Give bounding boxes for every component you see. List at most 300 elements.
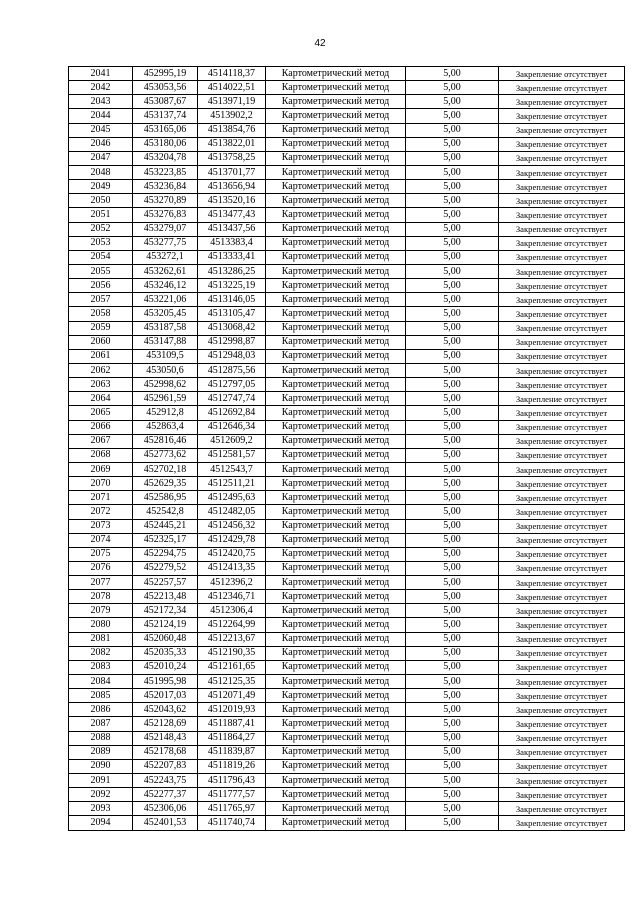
point-number-cell: 2085: [69, 689, 133, 703]
fixation-cell: Закрепление отсутствует: [499, 250, 625, 264]
precision-cell: 5,00: [406, 745, 499, 759]
point-number-cell: 2049: [69, 180, 133, 194]
table-row: [69, 406, 625, 420]
x-coordinate-cell: 452257,57: [133, 576, 198, 590]
x-coordinate-cell: 452773,62: [133, 448, 198, 462]
coordinates-table-body: [69, 67, 625, 831]
precision-cell: 5,00: [406, 67, 499, 81]
y-coordinate-cell: 4512482,05: [198, 505, 266, 519]
precision-cell: 5,00: [406, 180, 499, 194]
y-coordinate-cell: 4514022,51: [198, 81, 266, 95]
table-row: [69, 448, 625, 462]
x-coordinate-cell: 452124,19: [133, 618, 198, 632]
point-number-cell: 2057: [69, 293, 133, 307]
y-coordinate-cell: 4512948,03: [198, 349, 266, 363]
table-row: [69, 646, 625, 660]
method-cell: Картометрический метод: [266, 137, 406, 151]
x-coordinate-cell: 452010,24: [133, 660, 198, 674]
y-coordinate-cell: 4513068,42: [198, 321, 266, 335]
method-cell: Картометрический метод: [266, 519, 406, 533]
fixation-cell: Закрепление отсутствует: [499, 519, 625, 533]
x-coordinate-cell: 452401,53: [133, 816, 198, 830]
precision-cell: 5,00: [406, 250, 499, 264]
table-row: [69, 816, 625, 830]
x-coordinate-cell: 453204,78: [133, 151, 198, 165]
point-number-cell: 2046: [69, 137, 133, 151]
precision-cell: 5,00: [406, 307, 499, 321]
method-cell: Картометрический метод: [266, 462, 406, 476]
precision-cell: 5,00: [406, 151, 499, 165]
precision-cell: 5,00: [406, 448, 499, 462]
table-row: [69, 236, 625, 250]
method-cell: Картометрический метод: [266, 95, 406, 109]
x-coordinate-cell: 453279,07: [133, 222, 198, 236]
fixation-cell: Закрепление отсутствует: [499, 689, 625, 703]
x-coordinate-cell: 452178,68: [133, 745, 198, 759]
method-cell: Картометрический метод: [266, 675, 406, 689]
point-number-cell: 2090: [69, 759, 133, 773]
x-coordinate-cell: 452961,59: [133, 392, 198, 406]
method-cell: Картометрический метод: [266, 236, 406, 250]
fixation-cell: Закрепление отсутствует: [499, 137, 625, 151]
y-coordinate-cell: 4512420,75: [198, 547, 266, 561]
table-row: [69, 264, 625, 278]
table-row: [69, 335, 625, 349]
y-coordinate-cell: 4513477,43: [198, 208, 266, 222]
precision-cell: 5,00: [406, 208, 499, 222]
method-cell: Картометрический метод: [266, 194, 406, 208]
table-row: [69, 774, 625, 788]
x-coordinate-cell: 453165,06: [133, 123, 198, 137]
x-coordinate-cell: 452998,62: [133, 378, 198, 392]
table-row: [69, 378, 625, 392]
point-number-cell: 2054: [69, 250, 133, 264]
y-coordinate-cell: 4513286,25: [198, 264, 266, 278]
y-coordinate-cell: 4513854,76: [198, 123, 266, 137]
point-number-cell: 2077: [69, 576, 133, 590]
point-number-cell: 2088: [69, 731, 133, 745]
table-row: [69, 576, 625, 590]
method-cell: Картометрический метод: [266, 774, 406, 788]
method-cell: Картометрический метод: [266, 576, 406, 590]
fixation-cell: Закрепление отсутствует: [499, 816, 625, 830]
method-cell: Картометрический метод: [266, 349, 406, 363]
fixation-cell: Закрепление отсутствует: [499, 632, 625, 646]
table-row: [69, 533, 625, 547]
precision-cell: 5,00: [406, 703, 499, 717]
fixation-cell: Закрепление отсутствует: [499, 307, 625, 321]
method-cell: Картометрический метод: [266, 788, 406, 802]
y-coordinate-cell: 4512875,56: [198, 363, 266, 377]
precision-cell: 5,00: [406, 632, 499, 646]
y-coordinate-cell: 4513333,41: [198, 250, 266, 264]
point-number-cell: 2071: [69, 491, 133, 505]
point-number-cell: 2061: [69, 349, 133, 363]
point-number-cell: 2081: [69, 632, 133, 646]
fixation-cell: Закрепление отсутствует: [499, 236, 625, 250]
fixation-cell: Закрепление отсутствует: [499, 675, 625, 689]
point-number-cell: 2050: [69, 194, 133, 208]
x-coordinate-cell: 453109,5: [133, 349, 198, 363]
table-row: [69, 505, 625, 519]
point-number-cell: 2055: [69, 264, 133, 278]
method-cell: Картометрический метод: [266, 646, 406, 660]
fixation-cell: Закрепление отсутствует: [499, 165, 625, 179]
y-coordinate-cell: 4512071,49: [198, 689, 266, 703]
precision-cell: 5,00: [406, 137, 499, 151]
x-coordinate-cell: 452279,52: [133, 561, 198, 575]
y-coordinate-cell: 4512747,74: [198, 392, 266, 406]
precision-cell: 5,00: [406, 477, 499, 491]
y-coordinate-cell: 4513902,2: [198, 109, 266, 123]
table-row: [69, 363, 625, 377]
precision-cell: 5,00: [406, 123, 499, 137]
table-row: [69, 604, 625, 618]
method-cell: Картометрический метод: [266, 67, 406, 81]
x-coordinate-cell: 452294,75: [133, 547, 198, 561]
precision-cell: 5,00: [406, 279, 499, 293]
fixation-cell: Закрепление отсутствует: [499, 434, 625, 448]
table-row: [69, 717, 625, 731]
fixation-cell: Закрепление отсутствует: [499, 660, 625, 674]
point-number-cell: 2089: [69, 745, 133, 759]
method-cell: Картометрический метод: [266, 165, 406, 179]
y-coordinate-cell: 4512511,21: [198, 477, 266, 491]
y-coordinate-cell: 4513105,47: [198, 307, 266, 321]
method-cell: Картометрический метод: [266, 109, 406, 123]
fixation-cell: Закрепление отсутствует: [499, 533, 625, 547]
precision-cell: 5,00: [406, 109, 499, 123]
y-coordinate-cell: 4514118,37: [198, 67, 266, 81]
x-coordinate-cell: 452277,37: [133, 788, 198, 802]
table-row: [69, 759, 625, 773]
method-cell: Картометрический метод: [266, 590, 406, 604]
table-row: [69, 293, 625, 307]
y-coordinate-cell: 4511777,57: [198, 788, 266, 802]
fixation-cell: Закрепление отсутствует: [499, 774, 625, 788]
precision-cell: 5,00: [406, 194, 499, 208]
method-cell: Картометрический метод: [266, 491, 406, 505]
fixation-cell: Закрепление отсутствует: [499, 703, 625, 717]
precision-cell: 5,00: [406, 604, 499, 618]
table-row: [69, 81, 625, 95]
precision-cell: 5,00: [406, 95, 499, 109]
precision-cell: 5,00: [406, 363, 499, 377]
method-cell: Картометрический метод: [266, 406, 406, 420]
x-coordinate-cell: 452863,4: [133, 420, 198, 434]
method-cell: Картометрический метод: [266, 802, 406, 816]
x-coordinate-cell: 451995,98: [133, 675, 198, 689]
fixation-cell: Закрепление отсутствует: [499, 279, 625, 293]
fixation-cell: Закрепление отсутствует: [499, 420, 625, 434]
table-row: [69, 547, 625, 561]
point-number-cell: 2059: [69, 321, 133, 335]
y-coordinate-cell: 4511864,27: [198, 731, 266, 745]
fixation-cell: Закрепление отсутствует: [499, 717, 625, 731]
method-cell: Картометрический метод: [266, 547, 406, 561]
x-coordinate-cell: 452148,43: [133, 731, 198, 745]
x-coordinate-cell: 453050,6: [133, 363, 198, 377]
point-number-cell: 2068: [69, 448, 133, 462]
precision-cell: 5,00: [406, 491, 499, 505]
precision-cell: 5,00: [406, 561, 499, 575]
table-row: [69, 462, 625, 476]
fixation-cell: Закрепление отсутствует: [499, 222, 625, 236]
point-number-cell: 2069: [69, 462, 133, 476]
x-coordinate-cell: 453223,85: [133, 165, 198, 179]
y-coordinate-cell: 4513225,19: [198, 279, 266, 293]
fixation-cell: Закрепление отсутствует: [499, 349, 625, 363]
point-number-cell: 2086: [69, 703, 133, 717]
method-cell: Картометрический метод: [266, 731, 406, 745]
coordinates-table: [68, 66, 625, 831]
table-row: [69, 392, 625, 406]
fixation-cell: Закрепление отсутствует: [499, 491, 625, 505]
point-number-cell: 2075: [69, 547, 133, 561]
method-cell: Картометрический метод: [266, 717, 406, 731]
table-row: [69, 618, 625, 632]
table-row: [69, 180, 625, 194]
precision-cell: 5,00: [406, 392, 499, 406]
method-cell: Картометрический метод: [266, 745, 406, 759]
point-number-cell: 2048: [69, 165, 133, 179]
table-row: [69, 321, 625, 335]
method-cell: Картометрический метод: [266, 123, 406, 137]
fixation-cell: Закрепление отсутствует: [499, 180, 625, 194]
x-coordinate-cell: 452325,17: [133, 533, 198, 547]
method-cell: Картометрический метод: [266, 392, 406, 406]
x-coordinate-cell: 453221,06: [133, 293, 198, 307]
y-coordinate-cell: 4513656,94: [198, 180, 266, 194]
y-coordinate-cell: 4511765,97: [198, 802, 266, 816]
table-row: [69, 123, 625, 137]
point-number-cell: 2056: [69, 279, 133, 293]
precision-cell: 5,00: [406, 759, 499, 773]
point-number-cell: 2052: [69, 222, 133, 236]
fixation-cell: Закрепление отсутствует: [499, 264, 625, 278]
x-coordinate-cell: 452816,46: [133, 434, 198, 448]
y-coordinate-cell: 4512125,35: [198, 675, 266, 689]
x-coordinate-cell: 453180,06: [133, 137, 198, 151]
fixation-cell: Закрепление отсутствует: [499, 788, 625, 802]
precision-cell: 5,00: [406, 533, 499, 547]
y-coordinate-cell: 4512998,87: [198, 335, 266, 349]
fixation-cell: Закрепление отсутствует: [499, 109, 625, 123]
y-coordinate-cell: 4511887,41: [198, 717, 266, 731]
x-coordinate-cell: 452060,48: [133, 632, 198, 646]
precision-cell: 5,00: [406, 81, 499, 95]
point-number-cell: 2051: [69, 208, 133, 222]
fixation-cell: Закрепление отсутствует: [499, 123, 625, 137]
point-number-cell: 2065: [69, 406, 133, 420]
method-cell: Картометрический метод: [266, 208, 406, 222]
method-cell: Картометрический метод: [266, 378, 406, 392]
fixation-cell: Закрепление отсутствует: [499, 731, 625, 745]
x-coordinate-cell: 452912,8: [133, 406, 198, 420]
y-coordinate-cell: 4513822,01: [198, 137, 266, 151]
y-coordinate-cell: 4513701,77: [198, 165, 266, 179]
fixation-cell: Закрепление отсутствует: [499, 759, 625, 773]
fixation-cell: Закрепление отсутствует: [499, 547, 625, 561]
table-row: [69, 420, 625, 434]
table-row: [69, 745, 625, 759]
precision-cell: 5,00: [406, 434, 499, 448]
method-cell: Картометрический метод: [266, 561, 406, 575]
y-coordinate-cell: 4512213,67: [198, 632, 266, 646]
x-coordinate-cell: 452035,33: [133, 646, 198, 660]
y-coordinate-cell: 4512019,93: [198, 703, 266, 717]
y-coordinate-cell: 4511740,74: [198, 816, 266, 830]
y-coordinate-cell: 4512264,99: [198, 618, 266, 632]
x-coordinate-cell: 453246,12: [133, 279, 198, 293]
method-cell: Картометрический метод: [266, 335, 406, 349]
fixation-cell: Закрепление отсутствует: [499, 561, 625, 575]
table-row: [69, 95, 625, 109]
fixation-cell: Закрепление отсутствует: [499, 618, 625, 632]
page-number: 42: [314, 38, 326, 49]
y-coordinate-cell: 4512429,78: [198, 533, 266, 547]
x-coordinate-cell: 453236,84: [133, 180, 198, 194]
point-number-cell: 2080: [69, 618, 133, 632]
point-number-cell: 2062: [69, 363, 133, 377]
table-row: [69, 307, 625, 321]
table-row: [69, 519, 625, 533]
precision-cell: 5,00: [406, 646, 499, 660]
method-cell: Картометрический метод: [266, 293, 406, 307]
y-coordinate-cell: 4512161,65: [198, 660, 266, 674]
precision-cell: 5,00: [406, 349, 499, 363]
precision-cell: 5,00: [406, 660, 499, 674]
x-coordinate-cell: 452043,62: [133, 703, 198, 717]
point-number-cell: 2087: [69, 717, 133, 731]
table-row: [69, 802, 625, 816]
precision-cell: 5,00: [406, 731, 499, 745]
precision-cell: 5,00: [406, 236, 499, 250]
precision-cell: 5,00: [406, 378, 499, 392]
table-row: [69, 561, 625, 575]
point-number-cell: 2079: [69, 604, 133, 618]
method-cell: Картометрический метод: [266, 448, 406, 462]
y-coordinate-cell: 4513383,4: [198, 236, 266, 250]
point-number-cell: 2044: [69, 109, 133, 123]
table-row: [69, 165, 625, 179]
fixation-cell: Закрепление отсутствует: [499, 321, 625, 335]
point-number-cell: 2064: [69, 392, 133, 406]
y-coordinate-cell: 4511796,43: [198, 774, 266, 788]
table-row: [69, 67, 625, 81]
x-coordinate-cell: 452017,03: [133, 689, 198, 703]
y-coordinate-cell: 4513971,19: [198, 95, 266, 109]
table-row: [69, 208, 625, 222]
y-coordinate-cell: 4512646,34: [198, 420, 266, 434]
point-number-cell: 2091: [69, 774, 133, 788]
table-row: [69, 250, 625, 264]
point-number-cell: 2042: [69, 81, 133, 95]
x-coordinate-cell: 452995,19: [133, 67, 198, 81]
table-row: [69, 491, 625, 505]
x-coordinate-cell: 453053,56: [133, 81, 198, 95]
x-coordinate-cell: 452243,75: [133, 774, 198, 788]
y-coordinate-cell: 4512190,35: [198, 646, 266, 660]
fixation-cell: Закрепление отсутствует: [499, 590, 625, 604]
precision-cell: 5,00: [406, 717, 499, 731]
fixation-cell: Закрепление отсутствует: [499, 505, 625, 519]
precision-cell: 5,00: [406, 406, 499, 420]
x-coordinate-cell: 452207,83: [133, 759, 198, 773]
y-coordinate-cell: 4512456,32: [198, 519, 266, 533]
table-row: [69, 349, 625, 363]
x-coordinate-cell: 453272,1: [133, 250, 198, 264]
point-number-cell: 2053: [69, 236, 133, 250]
y-coordinate-cell: 4512692,84: [198, 406, 266, 420]
y-coordinate-cell: 4512306,4: [198, 604, 266, 618]
x-coordinate-cell: 453277,75: [133, 236, 198, 250]
method-cell: Картометрический метод: [266, 363, 406, 377]
table-row: [69, 675, 625, 689]
y-coordinate-cell: 4512495,63: [198, 491, 266, 505]
method-cell: Картометрический метод: [266, 505, 406, 519]
fixation-cell: Закрепление отсутствует: [499, 194, 625, 208]
method-cell: Картометрический метод: [266, 604, 406, 618]
fixation-cell: Закрепление отсутствует: [499, 208, 625, 222]
point-number-cell: 2076: [69, 561, 133, 575]
table-row: [69, 689, 625, 703]
y-coordinate-cell: 4512346,71: [198, 590, 266, 604]
point-number-cell: 2060: [69, 335, 133, 349]
method-cell: Картометрический метод: [266, 151, 406, 165]
x-coordinate-cell: 452702,18: [133, 462, 198, 476]
precision-cell: 5,00: [406, 293, 499, 307]
x-coordinate-cell: 453270,89: [133, 194, 198, 208]
fixation-cell: Закрепление отсутствует: [499, 745, 625, 759]
x-coordinate-cell: 453262,61: [133, 264, 198, 278]
fixation-cell: Закрепление отсутствует: [499, 477, 625, 491]
method-cell: Картометрический метод: [266, 660, 406, 674]
point-number-cell: 2094: [69, 816, 133, 830]
table-row: [69, 788, 625, 802]
method-cell: Картометрический метод: [266, 420, 406, 434]
method-cell: Картометрический метод: [266, 279, 406, 293]
precision-cell: 5,00: [406, 519, 499, 533]
method-cell: Картометрический метод: [266, 307, 406, 321]
y-coordinate-cell: 4512396,2: [198, 576, 266, 590]
point-number-cell: 2066: [69, 420, 133, 434]
precision-cell: 5,00: [406, 321, 499, 335]
point-number-cell: 2083: [69, 660, 133, 674]
fixation-cell: Закрепление отсутствует: [499, 151, 625, 165]
y-coordinate-cell: 4511839,87: [198, 745, 266, 759]
point-number-cell: 2070: [69, 477, 133, 491]
y-coordinate-cell: 4512609,2: [198, 434, 266, 448]
x-coordinate-cell: 453137,74: [133, 109, 198, 123]
fixation-cell: Закрепление отсутствует: [499, 462, 625, 476]
fixation-cell: Закрепление отсутствует: [499, 81, 625, 95]
x-coordinate-cell: 452172,34: [133, 604, 198, 618]
precision-cell: 5,00: [406, 816, 499, 830]
x-coordinate-cell: 452445,21: [133, 519, 198, 533]
point-number-cell: 2074: [69, 533, 133, 547]
x-coordinate-cell: 453276,83: [133, 208, 198, 222]
precision-cell: 5,00: [406, 788, 499, 802]
table-row: [69, 222, 625, 236]
point-number-cell: 2047: [69, 151, 133, 165]
method-cell: Картометрический метод: [266, 632, 406, 646]
fixation-cell: Закрепление отсутствует: [499, 335, 625, 349]
method-cell: Картометрический метод: [266, 264, 406, 278]
point-number-cell: 2067: [69, 434, 133, 448]
method-cell: Картометрический метод: [266, 533, 406, 547]
x-coordinate-cell: 453147,88: [133, 335, 198, 349]
